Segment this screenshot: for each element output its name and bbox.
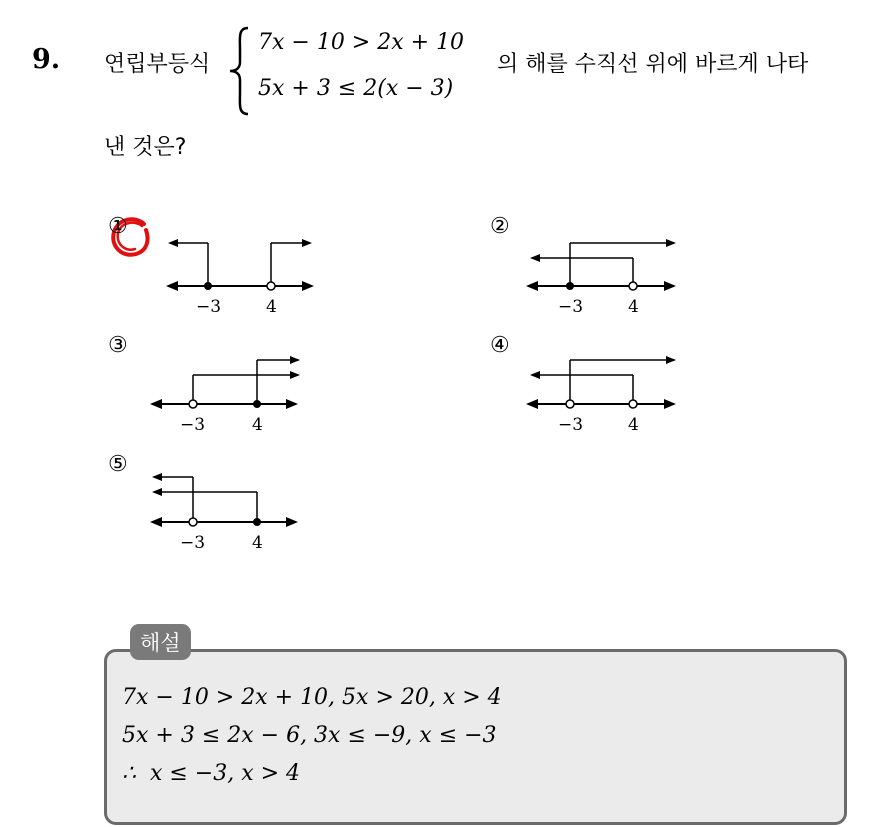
tick-label: 4 — [266, 297, 277, 317]
tick-label: 4 — [252, 533, 263, 553]
number-line-graph — [108, 214, 318, 324]
tick-label: −3 — [558, 415, 584, 435]
system-brace — [228, 26, 250, 116]
choice-number: ① — [108, 214, 128, 239]
solution-tag: 해설 — [130, 624, 191, 660]
tick-label: −3 — [180, 415, 206, 435]
solution-line-1: 7x − 10 > 2x + 10, 5x > 20, x > 4 — [122, 685, 502, 710]
choice-2[interactable] — [490, 214, 680, 329]
tick-label: 4 — [252, 415, 263, 435]
tick-label: −3 — [558, 297, 584, 317]
choice-4[interactable] — [490, 333, 680, 448]
choice-number: ③ — [108, 333, 128, 358]
tick-label: 4 — [628, 415, 639, 435]
solution-line-3: ∴ x ≤ −3, x > 4 — [122, 761, 301, 786]
choice-number: ④ — [490, 333, 510, 358]
question-prompt-end: 낸 것은? — [104, 135, 187, 160]
choice-number: ⑤ — [108, 452, 128, 477]
choice-number: ② — [490, 214, 510, 239]
number-line-graph — [108, 333, 318, 443]
tick-label: 4 — [628, 297, 639, 317]
tick-label: −3 — [196, 297, 222, 317]
solution-line-2: 5x + 3 ≤ 2x − 6, 3x ≤ −9, x ≤ −3 — [122, 723, 497, 748]
question-prompt-start: 연립부등식 — [104, 52, 211, 77]
choice-5[interactable] — [108, 452, 298, 567]
number-line-graph — [490, 333, 700, 443]
number-line-graph — [108, 452, 318, 562]
inequality-2: 5x + 3 ≤ 2(x − 3) — [258, 76, 454, 101]
number-line-graph — [490, 214, 700, 324]
inequality-1: 7x − 10 > 2x + 10 — [258, 30, 465, 55]
choice-1[interactable] — [108, 214, 298, 329]
tick-label: −3 — [180, 533, 206, 553]
choice-3[interactable] — [108, 333, 298, 448]
question-number: 9. — [32, 44, 61, 75]
question-prompt-middle: 의 해를 수직선 위에 바르게 나타 — [497, 52, 809, 77]
